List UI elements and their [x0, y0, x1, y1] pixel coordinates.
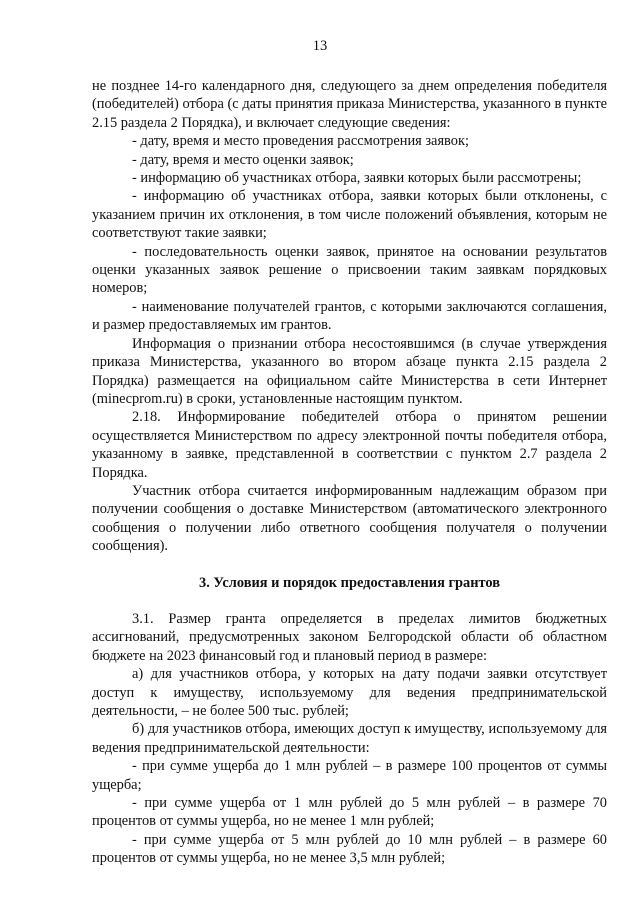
list-item: - дату, время и место проведения рассмотрения заявок; [132, 133, 469, 150]
page-number: 13 [312, 38, 328, 54]
paragraph: не позднее 14-го календарного дня, следующего за днем определения победителя (победителей) отбора (с даты принятия приказа Министерства, указанного в пункте 2.15 раздела 2 Порядка), и включает следующие сведения: [92, 78, 607, 131]
list-item: - при сумме ущерба до 1 млн рублей – в размере 100 процентов от суммы ущерба; [92, 758, 607, 793]
paragraph: Информация о признании отбора несостоявшимся (в случае утверждения приказа Министерства, указанного во втором абзаце пункта 2.15 раздела 2 Порядка) размещается на официальном сайте Министерства в сети Интернет (minecprom.ru) в сроки, установленные настоящим пунктом. [92, 335, 607, 407]
paragraph: 2.18. Информирование победителей отбора о принятом решении осуществляется Министерством по адресу электронной почты победителя отбора, указанному в заявке, представленной в соответствии с пунктом 2.7 раздела 2 Порядка. [92, 409, 607, 481]
paragraph: а) для участников отбора, у которых на дату подачи заявки отсутствует доступ к имуществу, используемому для ведения предпринимательской деятельности, – не более 500 тыс. рублей; [92, 666, 607, 719]
list-item: - информацию об участниках отбора, заявки которых были рассмотрены; [132, 170, 582, 187]
list-item: - информацию об участниках отбора, заявки которых были отклонены, с указанием причин их отклонения, в том числе положений объявления, которым не соответствуют такие заявки; [92, 188, 607, 242]
paragraph: Участник отбора считается информированным надлежащим образом при получении сообщения о доставке Министерством (автоматического электронного сообщения о получении либо ответного сообщения получателя о получении сообщения). [92, 482, 607, 555]
list-item: - наименование получателей грантов, с которыми заключаются соглашения, и размер предоставляемых им грантов. [92, 298, 607, 334]
list-item: - при сумме ущерба от 5 млн рублей до 10 млн рублей – в размере 60 процентов от суммы ущерба, но не менее 3,5 млн рублей; [92, 831, 607, 867]
list-item: - при сумме ущерба от 1 млн рублей до 5 млн рублей – в размере 70 процентов от суммы ущерба, но не менее 1 млн рублей; [92, 795, 607, 830]
paragraph: б) для участников отбора, имеющих доступ к имуществу, используемому для ведения предпринимательской деятельности: [92, 721, 607, 756]
list-item: - дату, время и место оценки заявок; [132, 151, 354, 168]
section-heading: 3. Условия и порядок предоставления грантов [199, 574, 500, 591]
document-body [92, 77, 607, 868]
paragraph: 3.1. Размер гранта определяется в пределах лимитов бюджетных ассигнований, предусмотренных законом Белгородской области об областном бюджете на 2023 финансовый год и плановый период в размере: [92, 610, 607, 664]
list-item: - последовательность оценки заявок, принятое на основании результатов оценки указанных заявок решение о присвоении таким заявкам порядковых номеров; [92, 243, 607, 297]
